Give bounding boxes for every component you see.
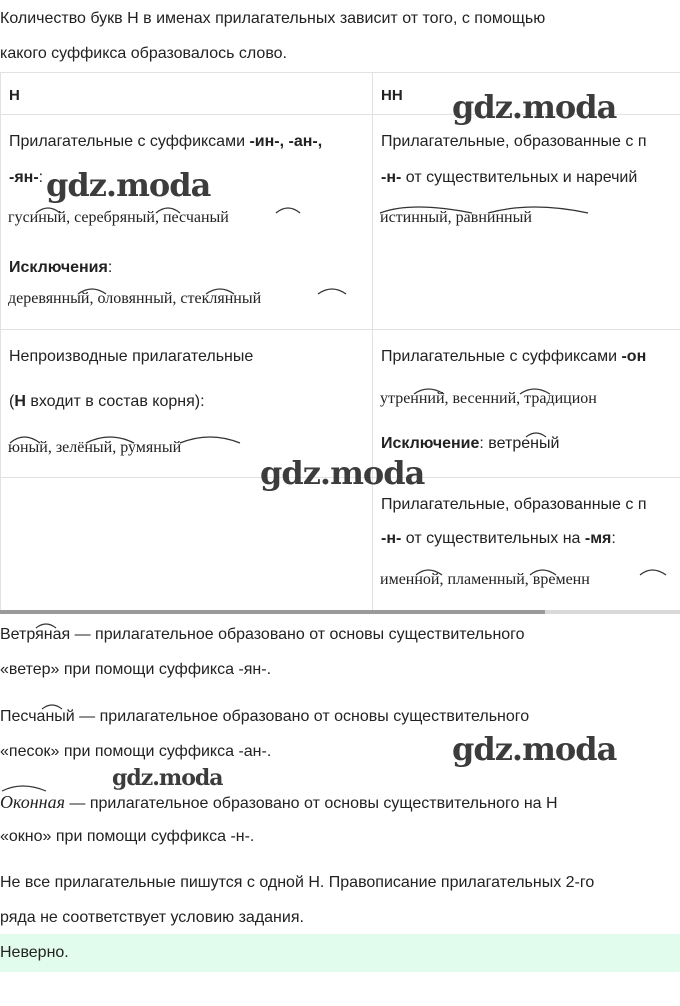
row3-right-examples: именной, пламенный, временн — [380, 571, 590, 588]
row2-left-rule: Непроизводные прилагательные — [9, 348, 254, 365]
root-arc-icon — [0, 429, 372, 445]
table-header-n: Н — [9, 87, 20, 104]
table-horizontal-scrollbar[interactable] — [0, 610, 680, 614]
watermark: gdz.moda — [46, 166, 211, 204]
row1-right-examples: истинный, равнинный — [380, 209, 532, 226]
row2-right-examples: утренний, весенний, традицион — [380, 390, 597, 407]
scrollbar-thumb[interactable] — [0, 610, 545, 614]
suffix-arc-icon — [372, 427, 672, 439]
row2-right-rule: Прилагательные с суффиксами -он — [381, 348, 647, 365]
answer-box — [0, 934, 680, 972]
row2-left-examples: юный, зелёный, румяный — [8, 439, 182, 456]
conclusion-line-1: Не все прилагательные пишутся с одной Н. Правописание прилагательных 2-го — [0, 874, 595, 891]
intro-line-2: какого суффикса образовалось слово. — [0, 45, 287, 62]
row1-left-rule-cont: -ян-: — [9, 169, 44, 186]
row1-left-exceptions-label: Исключения: — [9, 259, 113, 276]
explanation-2-line-1: Песчаный — прилагательное образовано от основы существительного — [0, 708, 530, 725]
explanation-3-line-1: Оконная — прилагательное образовано от основы существительного на Н — [0, 792, 558, 812]
suffix-arc-icon — [372, 201, 672, 215]
answer-text: Неверно. — [0, 944, 69, 961]
suffix-arc-icon — [0, 781, 60, 793]
watermark: gdz.moda — [112, 765, 223, 791]
row1-left-exception-words: деревянный, оловянный, стеклянный — [8, 290, 262, 307]
table-header-nn: НН — [381, 87, 403, 104]
intro-line-1: Количество букв Н в именах прилагательных зависит от того, с помощью — [0, 10, 546, 27]
row2-right-exception: Исключение: ветреный — [381, 435, 560, 452]
explanation-1-line-2: «ветер» при помощи суффикса -ян-. — [0, 661, 272, 678]
suffix-table — [0, 72, 680, 611]
suffix-arc-icon — [0, 282, 372, 296]
suffix-arc-icon — [40, 700, 80, 710]
row1-left-rule: Прилагательные с суффиксами -ин-, -ан-, — [9, 133, 323, 150]
suffix-arc-icon — [34, 619, 74, 629]
suffix-arc-icon — [372, 382, 672, 396]
row1-left-examples: гусиный, серебряный, песчаный — [8, 209, 229, 226]
row2-left-rule-cont: (Н входит в состав корня): — [9, 393, 205, 410]
watermark: gdz.moda — [452, 88, 617, 126]
explanation-3-line-2: «окно» при помощи суффикса -н-. — [0, 828, 255, 845]
row1-right-rule: Прилагательные, образованные с п — [381, 133, 647, 150]
row3-right-rule-cont: -н- от существительных на -мя: — [381, 530, 616, 547]
row3-right-rule: Прилагательные, образованные с п — [381, 496, 647, 513]
conclusion-line-2: ряда не соответствует условию задания. — [0, 909, 304, 926]
watermark: gdz.moda — [260, 454, 425, 492]
suffix-arc-icon — [372, 563, 672, 577]
explanation-2-line-2: «песок» при помощи суффикса -ан-. — [0, 743, 272, 760]
explanation-1-line-1: Ветряная — прилагательное образовано от основы существительного — [0, 626, 525, 643]
row1-right-rule-cont: -н- от существительных и наречий — [381, 169, 638, 186]
watermark: gdz.moda — [452, 730, 617, 768]
